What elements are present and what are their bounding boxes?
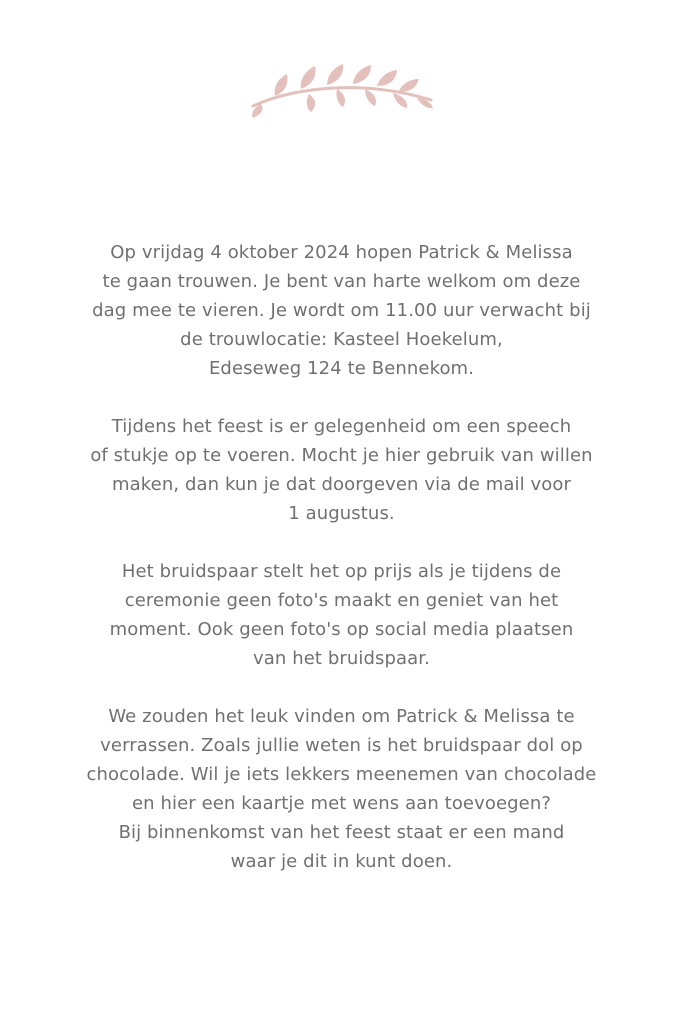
text-line: verrassen. Zoals jullie weten is het bruidspaar dol op bbox=[100, 735, 583, 756]
text-line: ceremonie geen foto's maakt en geniet van het bbox=[124, 590, 559, 611]
text-line: Bij binnenkomst van het feest staat er een mand bbox=[118, 822, 565, 843]
paragraph-photos bbox=[0, 557, 683, 673]
laurel-branch-icon bbox=[247, 56, 437, 118]
text-line: waar je dit in kunt doen. bbox=[230, 851, 453, 872]
invitation-text bbox=[0, 238, 683, 905]
text-line: maken, dan kun je dat doorgeven via de mail voor bbox=[112, 474, 571, 495]
text-line: van het bruidspaar. bbox=[253, 648, 430, 669]
paragraph-intro bbox=[0, 238, 683, 383]
text-line: Edeseweg 124 te Bennekom. bbox=[208, 358, 475, 379]
text-line: Het bruidspaar stelt het op prijs als je tijdens de bbox=[121, 561, 562, 582]
text-line: dag mee te vieren. Je wordt om 11.00 uur verwacht bij bbox=[92, 300, 591, 321]
text-line: moment. Ook geen foto's op social media plaatsen bbox=[109, 619, 574, 640]
text-line: te gaan trouwen. Je bent van harte welkom om deze bbox=[102, 271, 581, 292]
text-line: de trouwlocatie: Kasteel Hoekelum, bbox=[180, 329, 503, 350]
paragraph-chocolate bbox=[0, 702, 683, 876]
text-line: of stukje op te voeren. Mocht je hier gebruik van willen bbox=[90, 445, 593, 466]
text-line: Tijdens het feest is er gelegenheid om een speech bbox=[111, 416, 572, 437]
paragraph-speech bbox=[0, 412, 683, 528]
text-line: en hier een kaartje met wens aan toevoegen? bbox=[131, 793, 552, 814]
text-line: We zouden het leuk vinden om Patrick & Melissa te bbox=[108, 706, 575, 727]
text-line: chocolade. Wil je iets lekkers meenemen van chocolade bbox=[86, 764, 597, 785]
text-line: Op vrijdag 4 oktober 2024 hopen Patrick & Melissa bbox=[110, 242, 573, 263]
text-line: 1 augustus. bbox=[288, 503, 395, 524]
